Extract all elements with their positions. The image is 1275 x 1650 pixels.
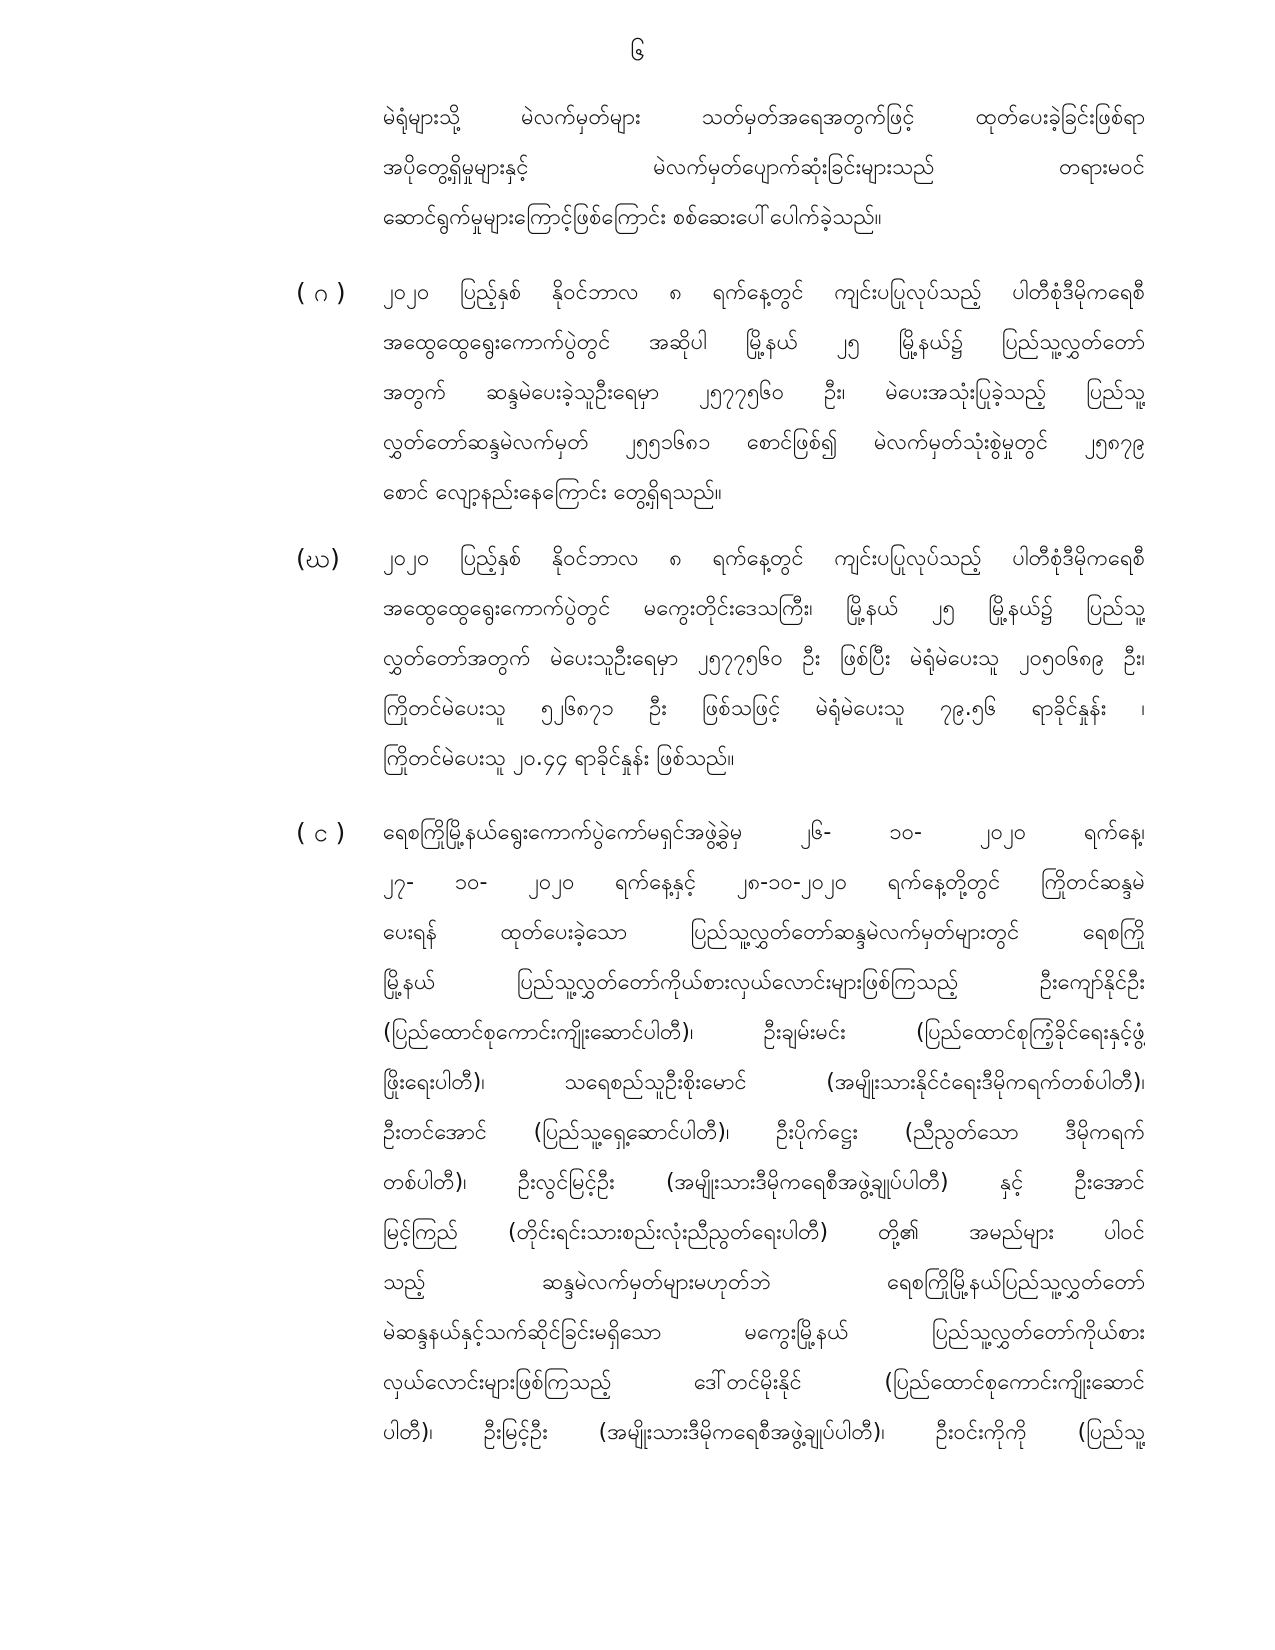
paragraph-line: လွှတ်တော်ဆန္ဒမဲလက်မှတ် ၂၅၅၁၆၈၁ စောင်ဖြစ်၍ မဲလက်မှတ်သုံးစွဲမှုတွင် ၂၅၈၇၉ xyxy=(383,430,1145,455)
paragraph-line: မြင့်ကြည် (တိုင်းရင်းသားစည်းလုံးညီညွတ်ရေးပါတီ) တို့၏ အမည်များ ပါဝင် xyxy=(383,1220,1145,1245)
paragraph-line: မဲရုံများသို့ မဲလက်မှတ်များ သတ်မှတ်အရေအတွက်ဖြင့် ထုတ်ပေးခဲ့ခြင်းဖြစ်ရာ xyxy=(383,105,1145,130)
section-lines xyxy=(383,815,1145,1465)
paragraph-line: (ပြည်ထောင်စုကောင်းကျိုးဆောင်ပါတီ)၊ ဦးချမ်းမင်း (ပြည်ထောင်စုကြံ့ခိုင်ရေးနှင့်ဖွံ့ xyxy=(383,1020,1145,1045)
paragraph-line: ၂၀၂၀ ပြည့်နှစ် နိုဝင်ဘာလ ၈ ရက်နေ့တွင် ကျင်းပပြုလုပ်သည့် ပါတီစုံဒီမိုကရေစီ xyxy=(383,280,1145,305)
section-lines xyxy=(383,275,1145,525)
section-label: ( င ) xyxy=(296,818,346,847)
paragraph-line: စောင် လျော့နည်းနေကြောင်း တွေ့ရှိရသည်။ xyxy=(383,480,722,505)
paragraph-line: မြို့နယ် ပြည်သူ့လွှတ်တော်ကိုယ်စားလှယ်လောင်းများဖြစ်ကြသည့် ဦးကျော်နိုင်ဦး xyxy=(383,970,1145,995)
paragraph-line: ပါတီ)၊ ဦးမြင့်ဦး (အမျိုးသားဒီမိုကရေစီအဖွဲ့ချုပ်ပါတီ)၊ ဦးဝင်းကိုကို (ပြည်သူ့ xyxy=(383,1420,1145,1445)
paragraph-line: အပိုတွေ့ရှိမှုများနှင့် မဲလက်မှတ်ပျောက်ဆုံးခြင်းများသည် တရားမဝင် xyxy=(383,155,1145,180)
paragraph-line: အထွေထွေရွေးကောက်ပွဲတွင် အဆိုပါ မြို့နယ် ၂၅ မြို့နယ်၌ ပြည်သူ့လွှတ်တော် xyxy=(383,330,1145,355)
paragraph-line: ဦးတင်အောင် (ပြည်သူ့ရှေ့ဆောင်ပါတီ)၊ ဦးပိုက်ဋ္ဌေး (ညီညွတ်သော ဒီမိုကရက် xyxy=(383,1120,1145,1145)
paragraph-line: ပေးရန် ထုတ်ပေးခဲ့သော ပြည်သူ့လွှတ်တော်ဆန္ဒမဲလက်မှတ်များတွင် ရေစကြို xyxy=(383,920,1145,945)
paragraph-line: လှယ်လောင်းများဖြစ်ကြသည့် ဒေါ်တင်မိုးနိုင် (ပြည်ထောင်စုကောင်းကျိုးဆောင် xyxy=(383,1370,1145,1395)
paragraph-line: မဲဆန္ဒနယ်နှင့်သက်ဆိုင်ခြင်းမရှိသော မကွေးမြို့နယ် ပြည်သူ့လွှတ်တော်ကိုယ်စား xyxy=(383,1320,1145,1345)
paragraph-line: သည့် ဆန္ဒမဲလက်မှတ်များမဟုတ်ဘဲ ရေစကြိုမြို့နယ်ပြည်သူ့လွှတ်တော် xyxy=(383,1270,1145,1295)
paragraph-line: ဆောင်ရွက်မှုများကြောင့်ဖြစ်ကြောင်း စစ်ဆေးပေါ်ပေါက်ခဲ့သည်။ xyxy=(383,205,882,230)
paragraph-line: ၂၇- ၁၀- ၂၀၂၀ ရက်နေ့နှင့် ၂၈-၁၀-၂၀၂၀ ရက်နေ့တို့တွင် ကြိုတင်ဆန္ဒမဲ xyxy=(383,870,1145,895)
page-number: ၆ xyxy=(630,37,645,67)
paragraph-line: ၂၀၂၀ ပြည့်နှစ် နိုဝင်ဘာလ ၈ ရက်နေ့တွင် ကျင်းပပြုလုပ်သည့် ပါတီစုံဒီမိုကရေစီ xyxy=(383,546,1145,571)
section-label: ( ဂ ) xyxy=(296,278,346,307)
paragraph-line: ကြိုတင်မဲပေးသူ ၂၀.၄၄ ရာခိုင်နှုန်း ဖြစ်သည်။ xyxy=(383,746,735,771)
paragraph-line: အတွက် ဆန္ဒမဲပေးခဲ့သူဦးရေမှာ ၂၅၇၇၅၆၀ ဦး၊ မဲပေးအသုံးပြုခဲ့သည့် ပြည်သူ့ xyxy=(383,380,1145,405)
paragraph-line: ဖြိုးရေးပါတီ)၊ သရေစည်သူဦးစိုးမောင် (အမျိုးသားနိုင်ငံရေးဒီမိုကရက်တစ်ပါတီ)၊ xyxy=(383,1070,1145,1095)
intro-lines xyxy=(383,100,1145,250)
section-lines xyxy=(383,541,1145,791)
paragraph-line: တစ်ပါတီ)၊ ဦးလွင်မြင့်ဦး (အမျိုးသားဒီမိုကရေစီအဖွဲ့ချုပ်ပါတီ) နှင့် ဦးအောင် xyxy=(383,1170,1145,1195)
paragraph-line: ရေစကြိုမြို့နယ်ရွေးကောက်ပွဲကော်မရှင်အဖွဲ့ခွဲမှ ၂၆- ၁၀- ၂၀၂၀ ရက်နေ့၊ xyxy=(383,820,1145,845)
paragraph-line: လွှတ်တော်အတွက် မဲပေးသူဦးရေမှာ ၂၅၇၇၅၆၀ ဦး ဖြစ်ပြီး မဲရုံမဲပေးသူ ၂၀၅၀၆၈၉ ဦး၊ xyxy=(383,646,1145,671)
section-label: (ဃ) xyxy=(296,544,340,573)
paragraph-line: အထွေထွေရွေးကောက်ပွဲတွင် မကွေးတိုင်းဒေသကြီး၊ မြို့နယ် ၂၅ မြို့နယ်၌ ပြည်သူ့ xyxy=(383,596,1145,621)
paragraph-line: ကြိုတင်မဲပေးသူ ၅၂၆၈၇၁ ဦး ဖြစ်သဖြင့် မဲရုံမဲပေးသူ ၇၉.၅၆ ရာခိုင်နှုန်း ၊ xyxy=(383,696,1145,721)
